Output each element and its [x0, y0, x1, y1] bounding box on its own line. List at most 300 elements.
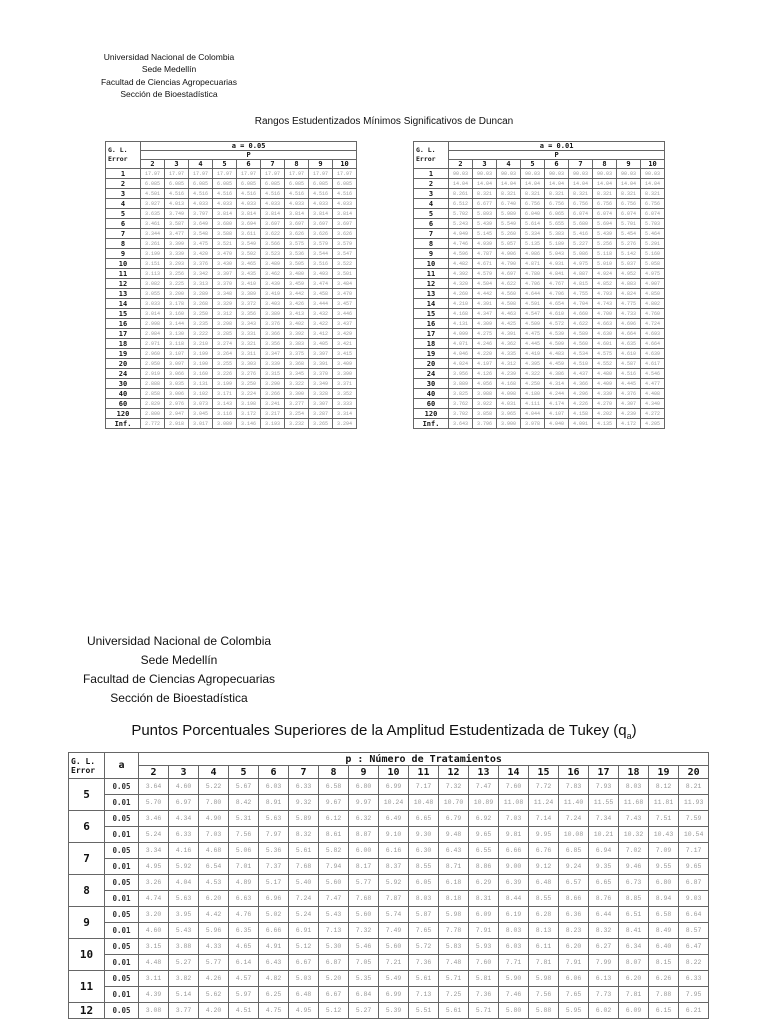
- value-cell: 2.919: [141, 369, 165, 379]
- value-cell: 7.47: [319, 891, 349, 907]
- value-cell: 3.344: [141, 229, 165, 239]
- df-label: 2: [106, 179, 141, 189]
- value-cell: 3.422: [309, 319, 333, 329]
- table-row: [106, 419, 357, 429]
- alpha-level: 0.01: [105, 891, 139, 907]
- value-cell: 3.370: [309, 369, 333, 379]
- value-cell: 6.14: [229, 955, 259, 971]
- value-cell: 8.03: [619, 779, 649, 795]
- value-cell: 4.391: [473, 299, 497, 309]
- value-cell: 7.03: [499, 811, 529, 827]
- value-cell: 4.339: [593, 389, 617, 399]
- value-cell: 5.057: [497, 239, 521, 249]
- value-cell: 7.65: [409, 923, 439, 939]
- value-cell: 4.480: [593, 369, 617, 379]
- value-cell: 4.347: [473, 309, 497, 319]
- value-cell: 17.97: [309, 169, 333, 179]
- value-cell: 6.085: [333, 179, 357, 189]
- campus-name: Sede Medellín: [140, 653, 218, 667]
- value-cell: 3.95: [169, 907, 199, 923]
- value-cell: 3.484: [333, 279, 357, 289]
- value-cell: 3.439: [261, 279, 285, 289]
- value-cell: 3.965: [497, 409, 521, 419]
- value-cell: 5.43: [169, 923, 199, 939]
- value-cell: 3.397: [309, 349, 333, 359]
- value-cell: 4.887: [569, 269, 593, 279]
- value-cell: 3.314: [333, 409, 357, 419]
- value-cell: 4.850: [641, 289, 665, 299]
- value-cell: 5.256: [593, 239, 617, 249]
- table-row: [414, 309, 665, 319]
- value-cell: 4.459: [545, 359, 569, 369]
- value-cell: 3.579: [309, 239, 333, 249]
- value-cell: 4.534: [569, 349, 593, 359]
- p-header: 18: [619, 766, 649, 779]
- value-cell: 4.589: [569, 329, 593, 339]
- duncan-table-005: [105, 141, 357, 429]
- value-cell: 5.95: [559, 1003, 589, 1019]
- value-cell: 2.772: [141, 419, 165, 429]
- duncan-table-001: [413, 141, 665, 429]
- value-cell: 8.42: [229, 795, 259, 811]
- value-cell: 3.160: [165, 309, 189, 319]
- value-cell: 8.17: [349, 859, 379, 875]
- value-cell: 6.65: [589, 875, 619, 891]
- value-cell: 4.654: [545, 299, 569, 309]
- value-cell: 14.04: [545, 179, 569, 189]
- value-cell: 5.037: [617, 259, 641, 269]
- value-cell: 4.704: [569, 299, 593, 309]
- value-cell: 3.210: [189, 339, 213, 349]
- value-cell: 5.71: [469, 1003, 499, 1019]
- value-cell: 4.508: [497, 299, 521, 309]
- value-cell: 4.172: [617, 419, 641, 429]
- value-cell: 9.81: [499, 827, 529, 843]
- value-cell: 9.67: [319, 795, 349, 811]
- df-label: 7: [69, 843, 105, 875]
- p-header: 2: [449, 160, 473, 169]
- value-cell: 90.03: [593, 169, 617, 179]
- value-cell: 3.858: [473, 409, 497, 419]
- value-cell: 3.389: [261, 309, 285, 319]
- value-cell: 10.43: [649, 827, 679, 843]
- value-cell: 7.68: [289, 859, 319, 875]
- value-cell: 2.984: [141, 329, 165, 339]
- value-cell: 3.465: [237, 259, 261, 269]
- df-label: 18: [414, 339, 449, 349]
- value-cell: 2.829: [141, 399, 165, 409]
- value-cell: 3.250: [237, 379, 261, 389]
- value-cell: 3.814: [285, 209, 309, 219]
- p-header: 14: [499, 766, 529, 779]
- value-cell: 6.47: [679, 939, 709, 955]
- value-cell: 3.345: [285, 369, 309, 379]
- value-cell: 3.611: [237, 229, 261, 239]
- table-row: [414, 249, 665, 259]
- value-cell: 8.03: [409, 891, 439, 907]
- value-cell: 4.033: [237, 199, 261, 209]
- value-cell: 4.322: [521, 369, 545, 379]
- df-label: 24: [106, 369, 141, 379]
- value-cell: 3.421: [333, 339, 357, 349]
- value-cell: 90.03: [449, 169, 473, 179]
- value-cell: 5.276: [617, 239, 641, 249]
- value-cell: 3.415: [333, 349, 357, 359]
- table-row: [414, 359, 665, 369]
- df-label: 8: [414, 239, 449, 249]
- table-row: [414, 389, 665, 399]
- value-cell: 3.312: [213, 309, 237, 319]
- value-cell: 4.587: [617, 359, 641, 369]
- value-cell: 7.87: [379, 891, 409, 907]
- value-cell: 4.60: [169, 779, 199, 795]
- p-header: 15: [529, 766, 559, 779]
- table-row: [69, 859, 709, 875]
- value-cell: 4.482: [449, 259, 473, 269]
- value-cell: 3.014: [141, 309, 165, 319]
- value-cell: 6.80: [649, 875, 679, 891]
- p-header: 5: [213, 160, 237, 169]
- alpha-level: 0.05: [105, 971, 139, 987]
- value-cell: 6.074: [593, 209, 617, 219]
- value-cell: 11.08: [499, 795, 529, 811]
- value-cell: 3.697: [309, 219, 333, 229]
- value-cell: 4.314: [545, 379, 569, 389]
- table-row: [414, 179, 665, 189]
- value-cell: 3.277: [285, 399, 309, 409]
- value-cell: 8.23: [559, 923, 589, 939]
- value-cell: 3.419: [261, 289, 285, 299]
- value-cell: 3.368: [285, 359, 309, 369]
- p-header: 3: [169, 766, 199, 779]
- value-cell: 4.510: [569, 359, 593, 369]
- value-cell: 3.118: [165, 339, 189, 349]
- df-label: 9: [69, 907, 105, 939]
- value-cell: 5.61: [409, 971, 439, 987]
- value-cell: 3.289: [189, 289, 213, 299]
- duncan-title: Rangos Estudentizados Mínimos Significativos de Duncan: [254, 116, 514, 127]
- value-cell: 4.644: [521, 289, 545, 299]
- value-cell: 4.501: [141, 189, 165, 199]
- value-cell: 6.20: [559, 939, 589, 955]
- p-header: 7: [289, 766, 319, 779]
- value-cell: 7.71: [499, 955, 529, 971]
- value-cell: 4.696: [617, 319, 641, 329]
- value-cell: 3.521: [213, 239, 237, 249]
- value-cell: 5.62: [199, 987, 229, 1003]
- value-cell: 11.81: [649, 795, 679, 811]
- value-cell: 7.25: [439, 987, 469, 1003]
- value-cell: 8.321: [545, 189, 569, 199]
- value-cell: 5.03: [289, 971, 319, 987]
- value-cell: 5.89: [289, 811, 319, 827]
- value-cell: 4.617: [641, 359, 665, 369]
- df-label: 3: [106, 189, 141, 199]
- value-cell: 90.03: [473, 169, 497, 179]
- value-cell: 7.60: [499, 779, 529, 795]
- value-cell: 10.08: [559, 827, 589, 843]
- value-cell: 7.02: [619, 843, 649, 859]
- value-cell: 4.376: [617, 389, 641, 399]
- value-cell: 17.97: [213, 169, 237, 179]
- value-cell: 7.47: [469, 779, 499, 795]
- table-row: [106, 169, 357, 179]
- value-cell: 3.626: [285, 229, 309, 239]
- value-cell: 7.94: [319, 859, 349, 875]
- value-cell: 3.825: [449, 389, 473, 399]
- df-label: 9: [106, 249, 141, 259]
- value-cell: 8.07: [619, 955, 649, 971]
- p-header: 20: [679, 766, 709, 779]
- tukey-title-text: Puntos Porcentuales Superiores de la Amplitud Estudentizada de Tukey (q: [131, 722, 627, 739]
- value-cell: 6.074: [569, 209, 593, 219]
- table-row: [106, 269, 357, 279]
- value-cell: 3.217: [261, 409, 285, 419]
- value-cell: 9.65: [679, 859, 709, 875]
- value-cell: 5.60: [379, 939, 409, 955]
- value-cell: 5.12: [319, 1003, 349, 1019]
- df-label: 120: [106, 409, 141, 419]
- value-cell: 4.386: [545, 369, 569, 379]
- value-cell: 7.21: [379, 955, 409, 971]
- value-cell: 4.610: [617, 349, 641, 359]
- value-cell: 4.099: [449, 329, 473, 339]
- gl-label: G. L.: [71, 756, 96, 766]
- value-cell: 14.04: [449, 179, 473, 189]
- value-cell: 7.72: [529, 779, 559, 795]
- value-cell: 3.303: [237, 359, 261, 369]
- value-cell: 4.013: [165, 199, 189, 209]
- value-cell: 4.107: [545, 409, 569, 419]
- value-cell: 4.95: [289, 1003, 319, 1019]
- value-cell: 3.444: [309, 299, 333, 309]
- value-cell: 3.702: [449, 409, 473, 419]
- value-cell: 4.57: [229, 971, 259, 987]
- value-cell: 5.77: [199, 955, 229, 971]
- table-row: [69, 827, 709, 843]
- p-header: 16: [559, 766, 589, 779]
- df-label: 3: [414, 189, 449, 199]
- value-cell: 8.41: [619, 923, 649, 939]
- df-label: 9: [414, 249, 449, 259]
- value-cell: 6.54: [199, 859, 229, 875]
- table-row: [69, 843, 709, 859]
- value-cell: 4.635: [617, 339, 641, 349]
- table-row: [106, 339, 357, 349]
- value-cell: 3.579: [333, 239, 357, 249]
- value-cell: 4.033: [213, 199, 237, 209]
- value-cell: 4.560: [569, 339, 593, 349]
- value-cell: 3.402: [285, 319, 309, 329]
- university-name: Universidad Nacional de Colombia: [103, 52, 235, 62]
- value-cell: 5.30: [319, 939, 349, 955]
- value-cell: 17.97: [141, 169, 165, 179]
- value-cell: 5.43: [319, 907, 349, 923]
- table-row: [106, 279, 357, 289]
- value-cell: 8.85: [619, 891, 649, 907]
- value-cell: 6.25: [259, 987, 289, 1003]
- value-cell: 6.20: [619, 971, 649, 987]
- value-cell: 5.90: [499, 971, 529, 987]
- p-header: 2: [139, 766, 169, 779]
- df-label: 2: [414, 179, 449, 189]
- value-cell: 11.93: [679, 795, 709, 811]
- value-cell: 5.40: [289, 875, 319, 891]
- value-cell: 5.17: [259, 875, 289, 891]
- value-cell: 3.900: [497, 419, 521, 429]
- value-cell: 4.706: [521, 279, 545, 289]
- value-cell: 6.756: [569, 199, 593, 209]
- value-cell: 8.86: [469, 859, 499, 875]
- value-cell: 4.706: [545, 289, 569, 299]
- value-cell: 9.12: [529, 859, 559, 875]
- value-cell: 6.074: [617, 209, 641, 219]
- value-cell: 3.588: [213, 229, 237, 239]
- value-cell: 8.03: [499, 923, 529, 939]
- df-label: 7: [414, 229, 449, 239]
- value-cell: 3.694: [237, 219, 261, 229]
- tukey-title-sub: a: [626, 731, 632, 741]
- value-cell: 3.475: [189, 239, 213, 249]
- value-cell: 8.32: [289, 827, 319, 843]
- value-cell: 3.575: [285, 239, 309, 249]
- value-cell: 6.73: [619, 875, 649, 891]
- value-cell: 9.46: [619, 859, 649, 875]
- table-row: [414, 369, 665, 379]
- value-cell: 3.313: [189, 279, 213, 289]
- value-cell: 3.347: [261, 349, 285, 359]
- value-cell: 8.21: [679, 779, 709, 795]
- value-cell: 4.663: [593, 319, 617, 329]
- df-label: 14: [106, 299, 141, 309]
- value-cell: 9.35: [589, 859, 619, 875]
- value-cell: 3.649: [189, 219, 213, 229]
- value-cell: 3.256: [165, 269, 189, 279]
- error-label: Error: [108, 155, 128, 163]
- p-header: 19: [649, 766, 679, 779]
- value-cell: 90.03: [497, 169, 521, 179]
- value-cell: 3.224: [237, 389, 261, 399]
- value-cell: 4.516: [309, 189, 333, 199]
- p-header: 7: [569, 160, 593, 169]
- value-cell: 4.975: [569, 259, 593, 269]
- table-row: [69, 875, 709, 891]
- value-cell: 6.21: [679, 1003, 709, 1019]
- table-row: [69, 795, 709, 811]
- value-cell: 4.409: [593, 379, 617, 389]
- value-cell: 4.046: [449, 349, 473, 359]
- value-cell: 3.097: [165, 359, 189, 369]
- value-cell: 3.372: [237, 299, 261, 309]
- value-cell: 7.80: [199, 795, 229, 811]
- value-cell: 3.328: [309, 389, 333, 399]
- value-cell: 6.27: [589, 939, 619, 955]
- value-cell: 3.356: [261, 339, 285, 349]
- header-bottom: [70, 632, 288, 708]
- value-cell: 4.307: [617, 399, 641, 409]
- table-row: [69, 987, 709, 1003]
- value-cell: 3.102: [189, 389, 213, 399]
- value-cell: 3.331: [237, 329, 261, 339]
- value-cell: 3.697: [333, 219, 357, 229]
- value-cell: 6.48: [289, 987, 319, 1003]
- df-label: 17: [414, 329, 449, 339]
- alpha-label: a = 0.01: [449, 142, 665, 151]
- value-cell: 5.20: [319, 971, 349, 987]
- value-cell: 3.199: [213, 379, 237, 389]
- value-cell: 4.445: [617, 379, 641, 389]
- alpha-level: 0.05: [105, 843, 139, 859]
- df-label: 13: [414, 289, 449, 299]
- df-label: Inf.: [106, 419, 141, 429]
- value-cell: 3.033: [141, 299, 165, 309]
- value-cell: 7.65: [559, 987, 589, 1003]
- value-cell: 3.426: [285, 299, 309, 309]
- table-row: [69, 907, 709, 923]
- value-cell: 4.693: [641, 329, 665, 339]
- value-cell: 3.978: [521, 419, 545, 429]
- table-row: [106, 219, 357, 229]
- value-cell: 5.058: [641, 259, 665, 269]
- p-label: P: [449, 151, 665, 160]
- value-cell: 7.81: [529, 955, 559, 971]
- value-cell: 3.412: [309, 329, 333, 339]
- value-cell: 6.06: [559, 971, 589, 987]
- value-cell: 3.697: [261, 219, 285, 229]
- value-cell: 3.814: [261, 209, 285, 219]
- value-cell: 14.04: [593, 179, 617, 189]
- value-cell: 6.85: [559, 843, 589, 859]
- value-cell: 4.60: [139, 923, 169, 939]
- value-cell: 4.939: [473, 239, 497, 249]
- value-cell: 4.660: [569, 309, 593, 319]
- value-cell: 6.756: [641, 199, 665, 209]
- value-cell: 3.131: [189, 379, 213, 389]
- value-cell: 4.724: [641, 319, 665, 329]
- table-row: [106, 389, 357, 399]
- value-cell: 5.72: [409, 939, 439, 955]
- value-cell: 4.296: [569, 389, 593, 399]
- value-cell: 6.074: [641, 209, 665, 219]
- value-cell: 4.126: [473, 369, 497, 379]
- header-top: [78, 51, 260, 100]
- value-cell: 14.04: [569, 179, 593, 189]
- df-label: 10: [69, 939, 105, 971]
- value-cell: 4.040: [545, 419, 569, 429]
- df-label: 20: [106, 359, 141, 369]
- value-cell: 3.622: [261, 229, 285, 239]
- value-cell: 6.79: [439, 811, 469, 827]
- value-cell: 3.376: [189, 259, 213, 269]
- value-cell: 90.03: [641, 169, 665, 179]
- df-label: 11: [414, 269, 449, 279]
- table-row: [106, 249, 357, 259]
- value-cell: 4.815: [569, 279, 593, 289]
- value-cell: 5.92: [169, 859, 199, 875]
- value-cell: 4.53: [199, 875, 229, 891]
- value-cell: 5.92: [379, 875, 409, 891]
- value-cell: 10.32: [619, 827, 649, 843]
- value-cell: 4.239: [497, 369, 521, 379]
- value-cell: 4.539: [545, 329, 569, 339]
- value-cell: 4.560: [497, 289, 521, 299]
- df-label: 40: [106, 389, 141, 399]
- value-cell: 3.193: [261, 419, 285, 429]
- value-cell: 3.225: [165, 279, 189, 289]
- value-cell: 7.88: [649, 987, 679, 1003]
- value-cell: 7.56: [229, 827, 259, 843]
- df-label: 60: [414, 399, 449, 409]
